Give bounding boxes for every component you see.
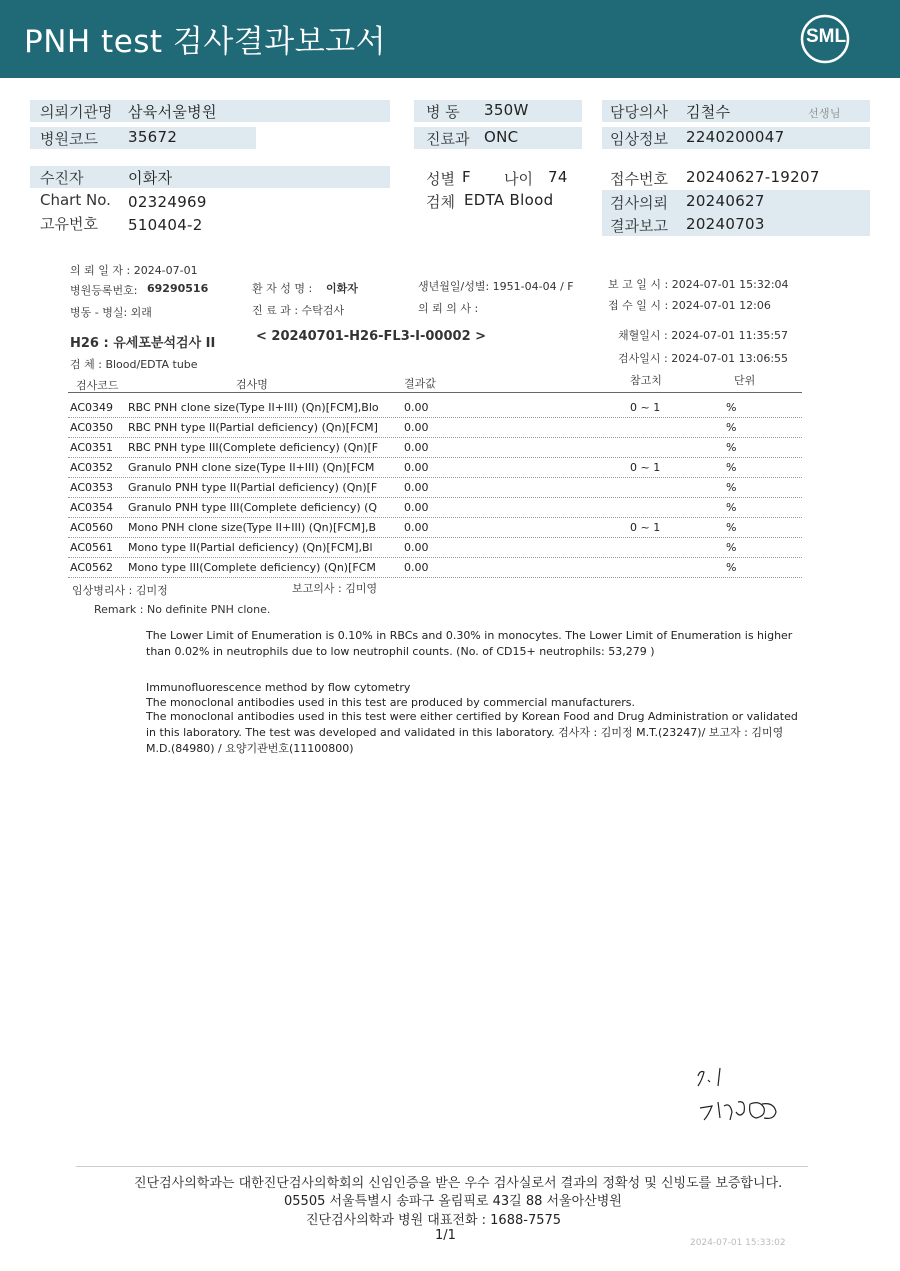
test-code: AC0354 (70, 501, 114, 514)
report-label: 결과보고 (610, 217, 668, 235)
collect-time: 채혈일시 : 2024-07-01 11:35:57 (618, 329, 789, 342)
dob-sex: 생년월일/성별: 1951-04-04 / F (418, 280, 574, 293)
note-validation: The monoclonal antibodies used in this test were either certified by Korean Food and Drug Administration or validated in this laboratory. The test was developed and validated in this laboratory. 검사자 : 김미정 M.T.(23247)/ 보고자 : 김미영 M.D.(84980) / 요양기관번호(11100800) (146, 710, 798, 755)
patient-box (30, 166, 390, 188)
ward-value: 350W (484, 101, 529, 119)
table-row (68, 498, 802, 518)
report-header (0, 0, 900, 78)
table-row (68, 558, 802, 578)
ward-label: 병 동 (426, 103, 460, 121)
test-unit: % (726, 441, 737, 454)
logo-text: SML (805, 26, 847, 47)
test-code: AC0351 (70, 441, 114, 454)
test-result: 0.00 (404, 401, 429, 414)
request-value: 20240627 (686, 192, 765, 210)
col-code: 검사코드 (76, 379, 119, 392)
test-result: 0.00 (404, 501, 429, 514)
clinical-value: 2240200047 (686, 128, 785, 146)
test-code: AC0561 (70, 541, 114, 554)
test-unit: % (726, 421, 737, 434)
patient-name-label: 환 자 성 명 : (252, 282, 313, 295)
receipt-label: 접수번호 (610, 170, 668, 188)
test-reference: 0 ~ 1 (630, 521, 661, 534)
table-row (68, 518, 802, 538)
chart-value: 02324969 (128, 193, 207, 211)
test-code: AC0562 (70, 561, 114, 574)
page-number: 1/1 (435, 1228, 456, 1243)
note-method: Immunofluorescence method by flow cytometry (146, 681, 411, 694)
doctor-suffix: 선생님 (808, 107, 841, 120)
uid-value: 510404-2 (128, 216, 203, 234)
referring-doctor: 의 뢰 의 사 : (418, 302, 479, 315)
test-code: AC0353 (70, 481, 114, 494)
reg-no-value: 69290516 (147, 282, 209, 295)
report-time: 보 고 일 시 : 2024-07-01 15:32:04 (608, 278, 789, 291)
clinical-label: 임상정보 (610, 130, 668, 148)
test-unit: % (726, 481, 737, 494)
footer-address: 05505 서울특별시 송파구 올림픽로 43길 88 서울아산병원 (284, 1194, 622, 1209)
reg-no-label: 병원등록번호: (70, 284, 138, 297)
test-name: Mono PNH clone size(Type II+III) (Qn)[FCM],B (128, 521, 377, 534)
test-result: 0.00 (404, 441, 429, 454)
test-name: Mono type III(Complete deficiency) (Qn)[FCM (128, 561, 376, 574)
test-reference: 0 ~ 1 (630, 401, 661, 414)
dept-label: 진료과 (426, 130, 470, 148)
remark: Remark : No definite PNH clone. (94, 603, 271, 616)
age-label: 나이 (504, 170, 533, 188)
uid-label: 고유번호 (40, 215, 98, 233)
patient-name-value: 이화자 (326, 282, 358, 295)
test-code: AC0560 (70, 521, 114, 534)
test-unit: % (726, 521, 737, 534)
test-name: RBC PNH type III(Complete deficiency) (Qn)[F (128, 441, 379, 454)
test-unit: % (726, 501, 737, 514)
signature-icon (690, 1062, 790, 1132)
footer-contact: 진단검사의학과 병원 대표전화 : 1688-7575 (306, 1213, 562, 1228)
col-result: 결과값 (404, 377, 436, 390)
report-title: PNH test 검사결과보고서 (24, 24, 387, 60)
test-title: H26 : 유세포분석검사 II (70, 336, 216, 351)
test-result: 0.00 (404, 421, 429, 434)
test-code: AC0350 (70, 421, 114, 434)
footer-certification: 진단검사의학과는 대한진단검사의학회의 신임인증을 받은 우수 검사실로서 결과의 정확성 및 신빙도를 보증합니다. (134, 1176, 783, 1191)
specimen-label: 검체 (426, 193, 455, 211)
test-result: 0.00 (404, 481, 429, 494)
dept-value: ONC (484, 128, 519, 146)
test-name: RBC PNH type II(Partial deficiency) (Qn)[FCM] (128, 421, 378, 434)
test-unit: % (726, 401, 737, 414)
test-name: Mono type II(Partial deficiency) (Qn)[FCM],Bl (128, 541, 373, 554)
table-row (68, 538, 802, 558)
specimen-value: EDTA Blood (464, 191, 554, 209)
print-timestamp: 2024-07-01 15:33:02 (690, 1238, 786, 1248)
test-unit: % (726, 561, 737, 574)
test-name: Granulo PNH type II(Partial deficiency) (Qn)[F (128, 481, 378, 494)
test-unit: % (726, 541, 737, 554)
col-ref: 참고치 (630, 374, 662, 387)
note-lower-limit: The Lower Limit of Enumeration is 0.10% in RBCs and 0.30% in monocytes. The Lower Limit of Enumeration is higher than 0.02% in neutrophils due to low neutrophil counts. (No. of CD15+ neutrophils: 53,279 ) (146, 629, 793, 658)
receipt-value: 20240627-19207 (686, 168, 820, 186)
institution-label: 의뢰기관명 (40, 103, 113, 121)
test-name: Granulo PNH type III(Complete deficiency) (Q (128, 501, 378, 514)
chart-label: Chart No. (40, 191, 111, 209)
age-value: 74 (548, 168, 568, 186)
request-date: 의 뢰 일 자 : 2024-07-01 (70, 264, 198, 277)
hospcode-label: 병원코드 (40, 130, 98, 148)
test-time: 검사일시 : 2024-07-01 13:06:55 (618, 352, 789, 365)
test-result: 0.00 (404, 541, 429, 554)
receipt-time: 접 수 일 시 : 2024-07-01 12:06 (608, 299, 771, 312)
test-unit: % (726, 461, 737, 474)
report-dept: 진 료 과 : 수탁검사 (252, 304, 345, 317)
table-row (68, 458, 802, 478)
sex-value: F (462, 168, 471, 186)
test-id: < 20240701-H26-FL3-I-00002 > (256, 329, 487, 344)
report-specimen: 검 체 : Blood/EDTA tube (70, 358, 198, 371)
test-code: AC0349 (70, 401, 114, 414)
institution-value: 삼육서울병원 (128, 103, 217, 121)
note-antibodies: The monoclonal antibodies used in this test are produced by commercial manufacturers. (146, 696, 636, 709)
table-header-rule (68, 392, 802, 393)
report-value: 20240703 (686, 215, 765, 233)
footer-rule (76, 1166, 808, 1167)
table-row (68, 438, 802, 458)
test-name: Granulo PNH clone size(Type II+III) (Qn)[FCM (128, 461, 375, 474)
test-result: 0.00 (404, 561, 429, 574)
table-row (68, 478, 802, 498)
doctor-value: 김철수 (686, 103, 731, 121)
hospcode-value: 35672 (128, 128, 178, 146)
reporting-doctor: 보고의사 : 김미영 (292, 582, 378, 595)
test-reference: 0 ~ 1 (630, 461, 661, 474)
doctor-label: 담당의사 (610, 103, 668, 121)
patient-label: 수진자 (40, 169, 84, 187)
request-label: 검사의뢰 (610, 194, 668, 212)
sex-label: 성별 (426, 170, 455, 188)
ward-room: 병동 - 병실: 외래 (70, 306, 152, 319)
col-name: 검사명 (236, 378, 268, 391)
col-unit: 단위 (734, 374, 756, 387)
table-row (68, 418, 802, 438)
test-name: RBC PNH clone size(Type II+III) (Qn)[FCM],Blo (128, 401, 379, 414)
patient-value: 이화자 (128, 169, 173, 187)
test-code: AC0352 (70, 461, 114, 474)
table-row (68, 398, 802, 418)
test-result: 0.00 (404, 521, 429, 534)
pathologist: 임상병리사 : 김미정 (72, 584, 168, 597)
test-result: 0.00 (404, 461, 429, 474)
